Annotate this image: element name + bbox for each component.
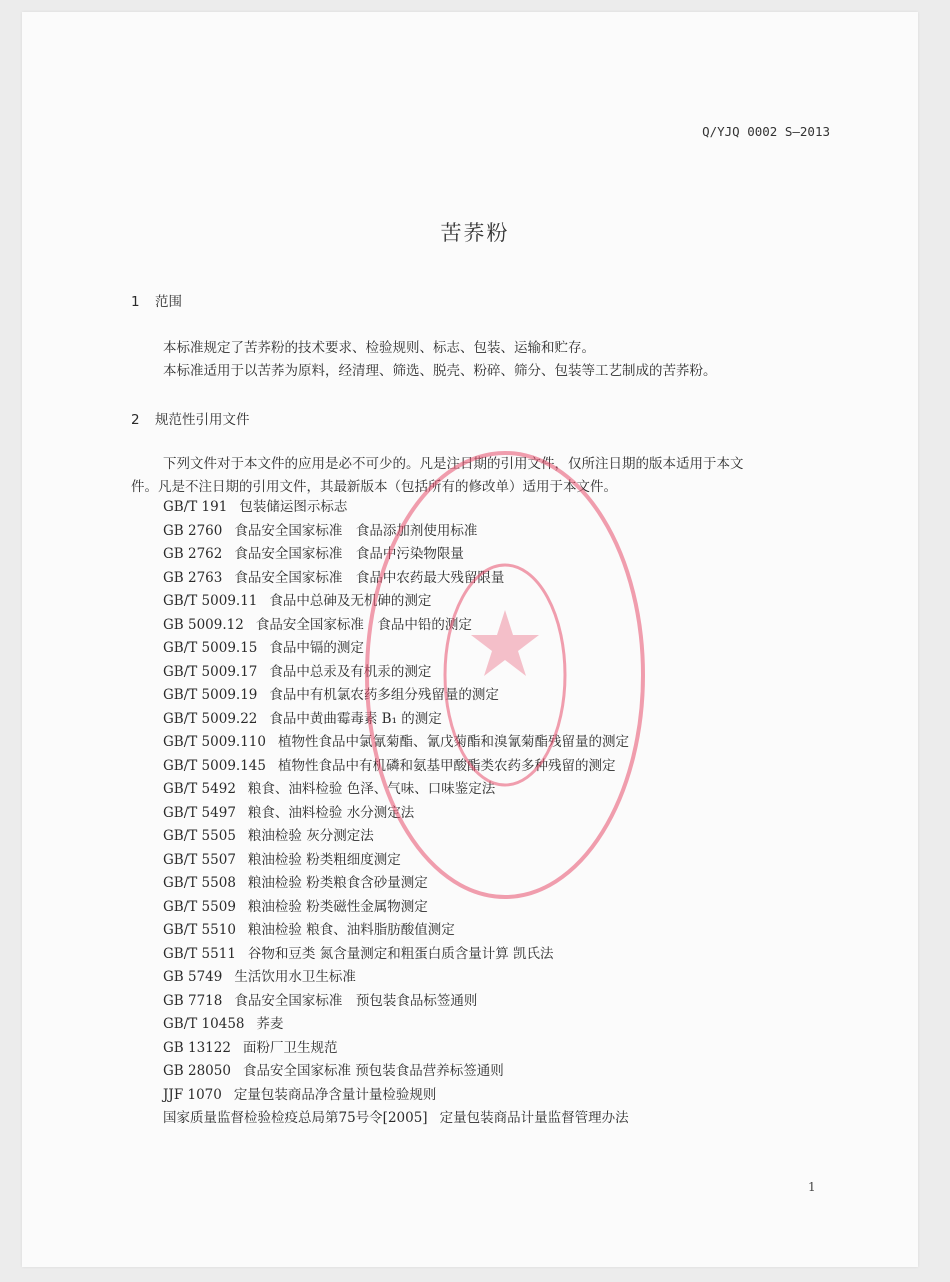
reference-title: 荞麦 bbox=[256, 1016, 284, 1032]
reference-item bbox=[163, 731, 629, 755]
reference-code: GB 2763 bbox=[163, 569, 223, 586]
section-title: 范围 bbox=[155, 294, 182, 310]
reference-code: GB/T 5009.145 bbox=[163, 757, 266, 774]
reference-code: GB/T 5009.15 bbox=[163, 640, 258, 656]
reference-item bbox=[163, 661, 629, 685]
reference-code: 国家质量监督检验检疫总局第75号令[2005] bbox=[163, 1110, 428, 1126]
reference-title: 粮油检验 粉类粮食含砂量测定 bbox=[247, 875, 428, 891]
reference-title: 食品安全国家标准 食品中污染物限量 bbox=[234, 546, 464, 562]
reference-title: 面粉厂卫生规范 bbox=[242, 1039, 338, 1056]
reference-code: GB 5749 bbox=[163, 969, 223, 985]
reference-item bbox=[163, 496, 629, 520]
reference-code: GB/T 10458 bbox=[163, 1016, 245, 1032]
reference-code: GB/T 5009.19 bbox=[163, 687, 258, 703]
reference-code: GB/T 5009.11 bbox=[163, 593, 258, 609]
reference-item bbox=[163, 543, 629, 567]
reference-title: 食品安全国家标准 预包装食品营养标签通则 bbox=[242, 1063, 504, 1079]
reference-item bbox=[163, 802, 629, 826]
page-number: 1 bbox=[808, 1180, 816, 1194]
document-number: Q/YJQ 0002 S—2013 bbox=[702, 124, 830, 139]
reference-item bbox=[163, 919, 629, 943]
reference-code: GB/T 191 bbox=[163, 499, 228, 515]
reference-title: 包装储运图示标志 bbox=[239, 499, 348, 515]
reference-item bbox=[163, 966, 629, 990]
reference-code: JJF 1070 bbox=[163, 1086, 222, 1103]
reference-title: 食品中镉的测定 bbox=[269, 640, 364, 656]
reference-title: 食品安全国家标准 食品添加剂使用标准 bbox=[234, 522, 478, 539]
reference-item bbox=[163, 520, 629, 544]
reference-title: 粮油检验 灰分测定法 bbox=[247, 828, 374, 844]
reference-item bbox=[163, 1013, 629, 1037]
reference-title: 粮食、油料检验 色泽、气味、口味鉴定法 bbox=[247, 781, 496, 797]
reference-title: 食品中总汞及有机汞的测定 bbox=[269, 663, 432, 680]
reference-title: 定量包装商品计量监督管理办法 bbox=[439, 1110, 629, 1126]
reference-item bbox=[163, 896, 629, 920]
intro-line: 件。凡是不注日期的引用文件，其最新版本（包括所有的修改单）适用于本文件。 bbox=[131, 479, 617, 495]
reference-code: GB/T 5009.17 bbox=[163, 663, 258, 680]
reference-code: GB/T 5511 bbox=[163, 945, 236, 962]
reference-item bbox=[163, 614, 629, 638]
intro-line: 下列文件对于本文件的应用是必不可少的。凡是注日期的引用文件，仅所注日期的版本适用于本文 bbox=[163, 456, 744, 472]
reference-title: 食品中黄曲霉毒素 B₁ 的测定 bbox=[269, 710, 442, 727]
reference-code: GB/T 5009.22 bbox=[163, 710, 258, 727]
section-number: 1 bbox=[131, 294, 140, 310]
reference-code: GB/T 5497 bbox=[163, 804, 236, 821]
reference-item bbox=[163, 684, 629, 708]
reference-code: GB 7718 bbox=[163, 992, 223, 1009]
reference-title: 粮油检验 粮食、油料脂肪酸值测定 bbox=[247, 922, 455, 938]
reference-code: GB/T 5505 bbox=[163, 828, 236, 844]
reference-title: 粮油检验 粉类粗细度测定 bbox=[247, 851, 401, 868]
reference-item bbox=[163, 990, 629, 1014]
reference-item bbox=[163, 567, 629, 591]
reference-code: GB/T 5507 bbox=[163, 851, 236, 868]
reference-code: GB/T 5492 bbox=[163, 781, 236, 797]
scope-paragraph: 本标准规定了苦荞粉的技术要求、检验规则、标志、包装、运输和贮存。 bbox=[163, 340, 595, 356]
reference-title: 食品中总砷及无机砷的测定 bbox=[269, 593, 432, 609]
reference-item bbox=[163, 637, 629, 661]
reference-title: 生活饮用水卫生标准 bbox=[234, 969, 356, 985]
reference-code: GB 13122 bbox=[163, 1039, 231, 1056]
reference-item bbox=[163, 1107, 629, 1131]
reference-title: 食品安全国家标准 预包装食品标签通则 bbox=[234, 992, 478, 1009]
reference-code: GB 28050 bbox=[163, 1063, 231, 1079]
reference-item bbox=[163, 943, 629, 967]
reference-title: 植物性食品中氯氰菊酯、氰戊菊酯和溴氰菊酯残留量的测定 bbox=[277, 734, 629, 750]
reference-code: GB 2762 bbox=[163, 546, 223, 562]
reference-code: GB/T 5509 bbox=[163, 898, 236, 915]
references-intro bbox=[131, 453, 831, 499]
section-number: 2 bbox=[131, 412, 140, 428]
document-title: 苦荞粉 bbox=[440, 221, 510, 245]
reference-item bbox=[163, 1060, 629, 1084]
reference-item bbox=[163, 708, 629, 732]
section-heading-references bbox=[131, 408, 250, 428]
reference-item bbox=[163, 849, 629, 873]
reference-title: 食品安全国家标准 食品中铅的测定 bbox=[255, 616, 472, 633]
reference-item bbox=[163, 1084, 629, 1108]
reference-code: GB 5009.12 bbox=[163, 616, 244, 633]
reference-title: 谷物和豆类 氮含量测定和粗蛋白质含量计算 凯氏法 bbox=[247, 945, 554, 962]
reference-title: 植物性食品中有机磷和氨基甲酸酯类农药多种残留的测定 bbox=[277, 757, 616, 774]
reference-title: 粮油检验 粉类磁性金属物测定 bbox=[247, 898, 428, 915]
reference-title: 定量包装商品净含量计量检验规则 bbox=[233, 1086, 437, 1103]
reference-item bbox=[163, 590, 629, 614]
reference-title: 食品安全国家标准 食品中农药最大残留限量 bbox=[234, 569, 505, 586]
reference-code: GB/T 5508 bbox=[163, 875, 236, 891]
reference-item bbox=[163, 872, 629, 896]
reference-item bbox=[163, 1037, 629, 1061]
reference-list bbox=[163, 496, 629, 1131]
reference-code: GB 2760 bbox=[163, 522, 223, 539]
reference-item bbox=[163, 825, 629, 849]
reference-code: GB/T 5009.110 bbox=[163, 734, 266, 750]
section-heading-scope bbox=[131, 290, 182, 310]
scope-paragraph: 本标准适用于以苦荞为原料，经清理、筛选、脱壳、粉碎、筛分、包装等工艺制成的苦荞粉。 bbox=[163, 363, 717, 379]
reference-item bbox=[163, 778, 629, 802]
section-title: 规范性引用文件 bbox=[155, 412, 250, 428]
reference-item bbox=[163, 755, 629, 779]
reference-title: 粮食、油料检验 水分测定法 bbox=[247, 804, 415, 821]
reference-code: GB/T 5510 bbox=[163, 922, 236, 938]
reference-title: 食品中有机氯农药多组分残留量的测定 bbox=[269, 687, 499, 703]
